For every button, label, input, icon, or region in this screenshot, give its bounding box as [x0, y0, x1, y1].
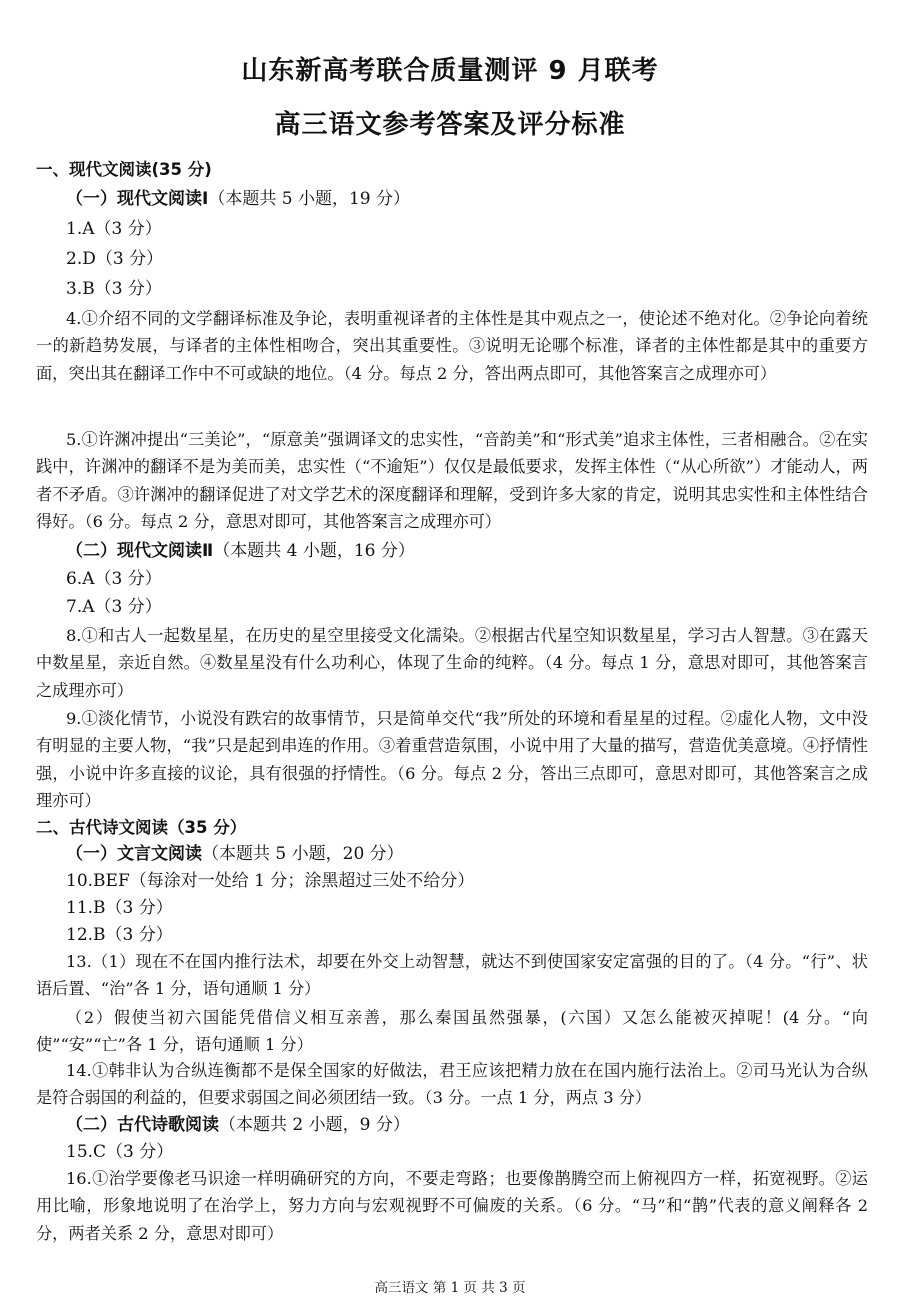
- subsection-title: （一）现代文阅读Ⅰ: [66, 189, 209, 209]
- answer-q9: 9.①淡化情节，小说没有跌宕的故事情节，只是简单交代“我”所处的环境和看星星的过程。②虚化人物，文中没有明显的主要人物，“我”只是起到串连的作用。③着重营造氛围，小说中用了大量的描写，营造优美意境。④抒情性强，小说中许多直接的议论，具有很强的抒情性。（6 分。每点 2 分，答出三点即可，意思对即可，其他答案言之成理亦可）: [36, 709, 868, 810]
- subsection-heading-modern-reading-1: [66, 186, 898, 213]
- answer-q7: 7.A（3 分）: [66, 597, 162, 617]
- section-heading-modern-reading: 一、现代文阅读(35 分): [36, 160, 212, 179]
- answer-q2: 2.D（3 分）: [66, 249, 164, 269]
- answer-q8: 8.①和古人一起数星星，在历史的星空里接受文化濡染。②根据古代星空知识数星星，学习古人智慧。③在露天中数星星，亲近自然。④数星星没有什么功利心，体现了生命的纯粹。（4 分。每点 1 分，意思对即可，其他答案言之成理亦可）: [36, 626, 868, 700]
- answer-q14: 14.①韩非认为合纵连衡都不是保全国家的好做法，君王应该把精力放在在国内施行法治上。②司马光认为合纵是符合弱国的利益的，但要求弱国之间必须团结一致。（3 分。一点 1 分，两点 3 分）: [36, 1061, 868, 1108]
- subsection-heading-modern-reading-2: [66, 538, 898, 565]
- subsection-note: （本题共 4 小题，16 分）: [213, 541, 415, 561]
- subsection-title: （二）古代诗歌阅读: [66, 1115, 219, 1135]
- document-subtitle: 高三语文参考答案及评分标准: [274, 110, 626, 140]
- subsection-note: （本题共 5 小题，20 分）: [202, 844, 404, 864]
- answer-q10: 10.BEF（每涂对一处给 1 分；涂黑超过三处不给分）: [66, 871, 475, 891]
- answer-q16: 16.①治学要像老马识途一样明确研究的方向，不要走弯路；也要像鹊腾空而上俯视四方一样，拓宽视野。②运用比喻，形象地说明了在治学上，努力方向与宏观视野不可偏废的关系。（6 分。“马”和“鹊”代表的意义阐释各 2 分，两者关系 2 分，意思对即可）: [36, 1169, 868, 1243]
- answer-q1: 1.A（3 分）: [66, 219, 162, 239]
- answer-q12: 12.B（3 分）: [66, 925, 173, 945]
- section-heading-classical-reading: 二、古代诗文阅读（35 分）: [36, 818, 247, 837]
- page-footer: 高三语文 第 1 页 共 3 页: [374, 1280, 526, 1296]
- answer-q11: 11.B（3 分）: [66, 898, 173, 918]
- subsection-title: （二）现代文阅读Ⅱ: [66, 541, 214, 561]
- answer-q13-part2: （2）假使当初六国能凭借信义相互亲善，那么秦国虽然强暴，(六国）又怎么能被灭掉呢！(4 分。“向使”“安”“亡”各 1 分，语句通顺 1 分）: [36, 1008, 868, 1055]
- answer-q3: 3.B（3 分）: [66, 279, 162, 299]
- subsection-heading-classical-prose: [66, 841, 898, 868]
- subsection-note: （本题共 5 小题，19 分）: [208, 189, 410, 209]
- document-title: 山东新高考联合质量测评 9 月联考: [241, 56, 659, 86]
- answer-q13-part1: 13.（1）现在不在国内推行法术，却要在外交上动智慧，就达不到使国家安定富强的目的了。（4 分。“行”、状语后置、“治”各 1 分，语句通顺 1 分）: [36, 952, 868, 999]
- answer-q15: 15.C（3 分）: [66, 1142, 174, 1162]
- answer-q5: 5.①许渊冲提出“三美论”，“原意美”强调译文的忠实性，“音韵美”和“形式美”追求主体性，三者相融合。②在实践中，许渊冲的翻译不是为美而美，忠实性（“不逾矩”）仅仅是最低要求，发挥主体性（“从心所欲”）才能动人，两者不矛盾。③许渊冲的翻译促进了对文学艺术的深度翻译和理解，受到许多大家的肯定，说明其忠实性和主体性结合得好。（6 分。每点 2 分，意思对即可，其他答案言之成理亦可）: [36, 430, 868, 531]
- subsection-note: （本题共 2 小题，9 分）: [219, 1115, 410, 1135]
- subsection-title: （一）文言文阅读: [66, 844, 202, 864]
- answer-q6: 6.A（3 分）: [66, 569, 162, 589]
- subsection-heading-classical-poetry: [66, 1112, 898, 1139]
- answer-q4: 4.①介绍不同的文学翻译标准及争论，表明重视译者的主体性是其中观点之一，使论述不绝对化。②争论向着统一的新趋势发展，与译者的主体性相吻合，突出其重要性。③说明无论哪个标准，译者的主体性都是其中的重要方面，突出其在翻译工作中不可或缺的地位。（4 分。每点 2 分，答出两点即可，其他答案言之成理亦可）: [36, 309, 868, 383]
